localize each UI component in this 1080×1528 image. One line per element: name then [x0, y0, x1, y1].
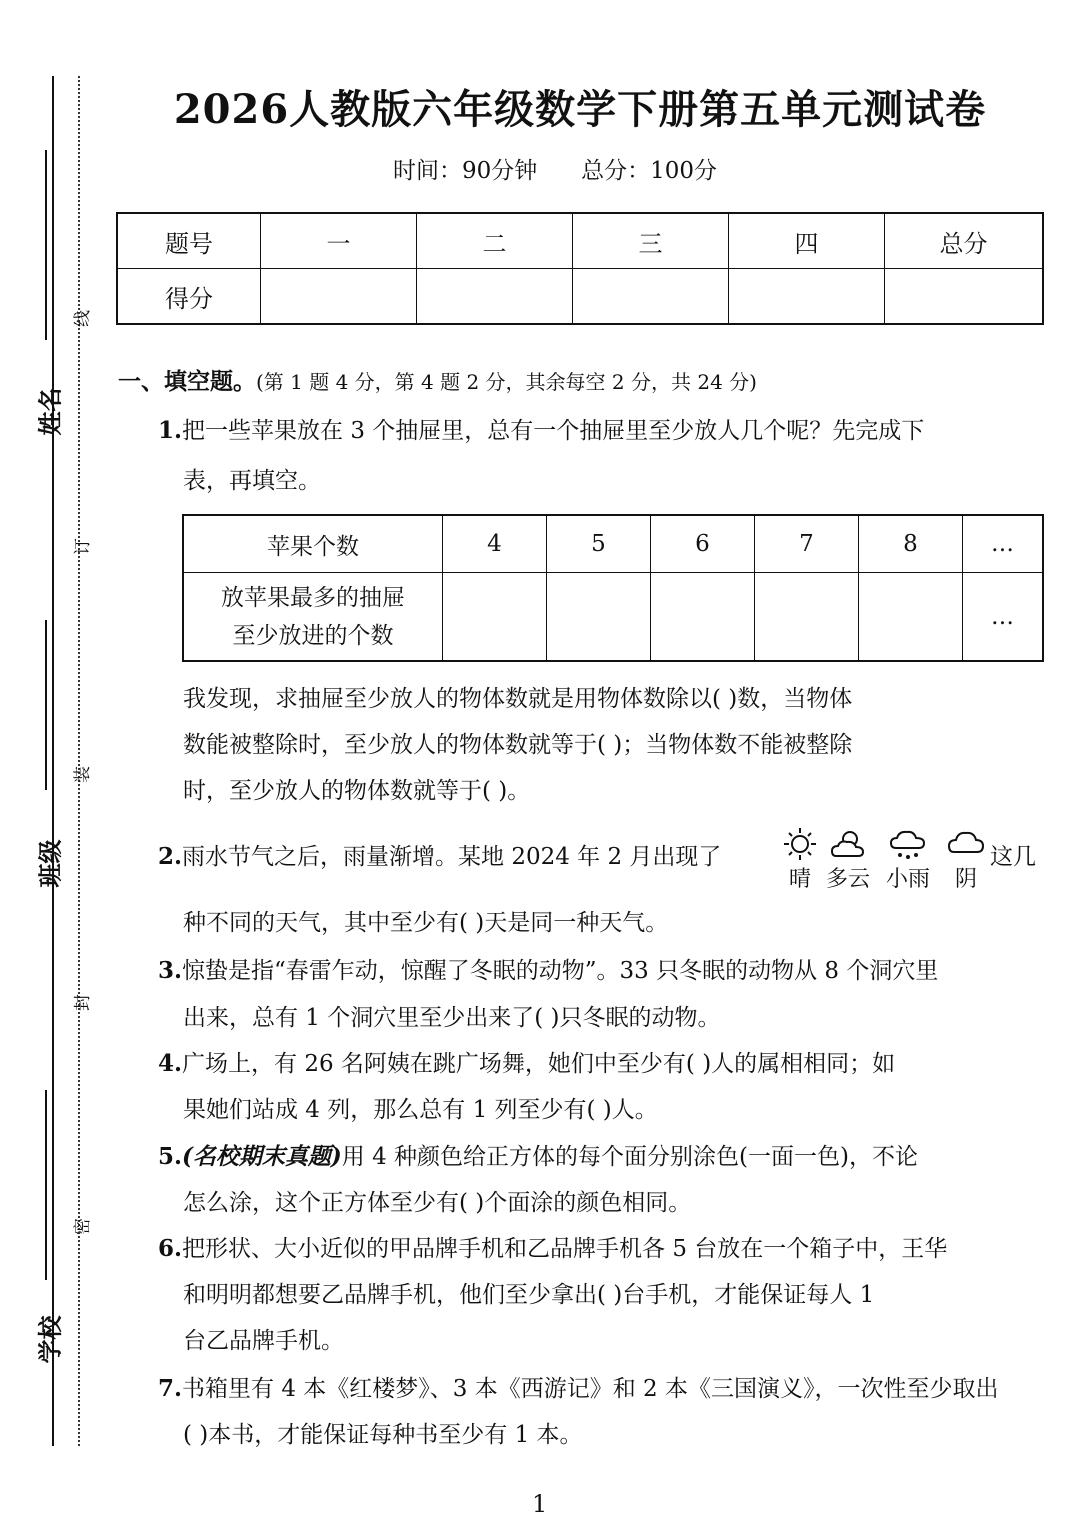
score-input-cell[interactable] [417, 269, 573, 325]
page-title: 2026人教版六年级数学下册第五单元测试卷 [173, 86, 987, 133]
q6-number: 6. [158, 1235, 183, 1262]
weather-cloudy [826, 826, 870, 893]
q3-text: 惊蛰是指“春雷乍动，惊醒了冬眠的动物”。33 只冬眠的动物从 8 个洞穴里 [182, 958, 939, 984]
score-cell: 总分 [885, 213, 1044, 269]
score-table-header-row [117, 213, 1043, 269]
sun-icon [782, 826, 818, 862]
apple-table-row [183, 515, 1043, 573]
q2-line1-end: 这几 [990, 844, 1036, 870]
apple-cell: 苹果个数 [183, 515, 443, 573]
score-table-score-row [117, 269, 1043, 325]
exam-time: 时间：90分钟 [393, 158, 538, 184]
weather-label: 阴 [954, 867, 977, 892]
q4-number: 4. [158, 1050, 183, 1077]
section-title: 一、填空题。 [118, 368, 256, 395]
apple-answer-cell[interactable] [651, 573, 755, 662]
score-cell: 得分 [117, 269, 261, 325]
score-cell: 四 [729, 213, 885, 269]
mark-zhuang: 装 [73, 766, 93, 783]
apple-cell: … [963, 573, 1044, 662]
q3-line2: 出来，总有 1 个洞穴里至少出来了( )只冬眠的动物。 [183, 1005, 721, 1031]
apple-table [182, 514, 1044, 662]
school-blank-line [45, 1090, 47, 1280]
q4-line2: 果她们站成 4 列，那么总有 1 列至少有( )人。 [183, 1097, 658, 1123]
q5-line1 [158, 1142, 918, 1172]
apple-row-label-b: 至少放进的个数 [232, 622, 394, 649]
exam-total: 总分：100分 [581, 158, 718, 184]
q6-line3: 台乙品牌手机。 [183, 1328, 344, 1354]
rain-icon [888, 826, 928, 862]
section-1-heading [118, 367, 757, 397]
apple-answer-cell[interactable] [547, 573, 651, 662]
apple-cell: 5 [547, 515, 651, 573]
weather-sunny [778, 826, 822, 893]
q5-text: 用 4 种颜色给正方体的每个面分别涂色(一面一色)，不论 [341, 1144, 918, 1170]
q2-line2: 种不同的天气，其中至少有( )天是同一种天气。 [183, 910, 669, 936]
school-label: 学校 [35, 1315, 65, 1364]
q7-text: 书箱里有 4 本《红楼梦》、3 本《西游记》和 2 本《三国演义》，一次性至少取出 [182, 1376, 999, 1402]
q5-tag: (名校期末真题) [182, 1143, 342, 1170]
q2-text: 雨水节气之后，雨量渐增。某地 2024 年 2 月出现了 [182, 844, 722, 870]
score-cell: 三 [573, 213, 729, 269]
score-cell: 一 [261, 213, 417, 269]
q3-line1 [158, 956, 938, 986]
q1-para2: 数能被整除时，至少放人的物体数就等于( )；当物体数不能被整除 [183, 732, 853, 758]
page-number: 1 [532, 1490, 548, 1518]
q7-line1 [158, 1374, 998, 1404]
score-input-cell[interactable] [729, 269, 885, 325]
apple-answer-cell[interactable] [443, 573, 547, 662]
q3-number: 3. [158, 957, 183, 984]
apple-cell: 8 [859, 515, 963, 573]
weather-label: 小雨 [886, 867, 931, 892]
weather-label: 晴 [788, 867, 811, 892]
q7-number: 7. [158, 1375, 183, 1402]
partly-cloudy-icon [828, 826, 868, 862]
q7-line2: ( )本书，才能保证每种书至少有 1 本。 [183, 1422, 583, 1448]
class-label: 班级 [35, 839, 65, 888]
mark-xian: 线 [73, 310, 93, 327]
q6-line2: 和明明都想要乙品牌手机，他们至少拿出( )台手机，才能保证每人 1 [183, 1282, 875, 1308]
score-input-cell[interactable] [885, 269, 1044, 325]
q1-para3: 时，至少放人的物体数就等于( )。 [183, 778, 531, 804]
score-cell: 二 [417, 213, 573, 269]
q1-para1: 我发现，求抽屉至少放人的物体数就是用物体数除以( )数，当物体 [183, 686, 853, 712]
apple-row-label-a: 放苹果最多的抽屉 [221, 584, 405, 611]
exam-meta [393, 152, 717, 185]
apple-cell: 7 [755, 515, 859, 573]
apple-cell: … [963, 515, 1044, 573]
binding-solid-line [52, 76, 54, 1446]
section-note: (第 1 题 4 分，第 4 题 2 分，其余每空 2 分，共 24 分) [256, 370, 757, 394]
overcast-icon [946, 826, 986, 862]
apple-answer-cell[interactable] [859, 573, 963, 662]
weather-label: 多云 [826, 867, 871, 892]
q6-line1 [158, 1234, 947, 1264]
score-cell: 题号 [117, 213, 261, 269]
q1-line2: 表，再填空。 [183, 468, 321, 494]
q6-text: 把形状、大小近似的甲品牌手机和乙品牌手机各 5 台放在一个箱子中，王华 [182, 1236, 948, 1262]
q1-line1 [158, 416, 924, 446]
score-input-cell[interactable] [573, 269, 729, 325]
mark-feng: 封 [73, 994, 93, 1011]
score-input-cell[interactable] [261, 269, 417, 325]
q5-line2: 怎么涂，这个正方体至少有( )个面涂的颜色相同。 [183, 1190, 692, 1216]
q1-text: 把一些苹果放在 3 个抽屉里，总有一个抽屉里至少放人几个呢？先完成下 [182, 418, 925, 444]
apple-cell: 4 [443, 515, 547, 573]
q4-text: 广场上，有 26 名阿姨在跳广场舞，她们中至少有( )人的属相相同；如 [182, 1051, 896, 1077]
q4-line1 [158, 1049, 895, 1079]
q1-number: 1. [158, 417, 183, 444]
name-label: 姓名 [35, 387, 65, 436]
weather-overcast [944, 826, 988, 893]
mark-ding: 订 [73, 538, 93, 555]
q2-line1 [158, 842, 721, 872]
q5-number: 5. [158, 1143, 183, 1170]
apple-answer-cell[interactable] [755, 573, 859, 662]
apple-cell: 6 [651, 515, 755, 573]
weather-light-rain [886, 826, 930, 893]
name-blank-line [45, 150, 47, 340]
q2-number: 2. [158, 843, 183, 870]
score-table [116, 212, 1044, 325]
apple-row-label [183, 573, 443, 662]
class-blank-line [45, 620, 47, 790]
apple-table-row [183, 573, 1043, 662]
binding-dotted-line [78, 76, 80, 1446]
mark-mi: 密 [73, 1218, 93, 1235]
